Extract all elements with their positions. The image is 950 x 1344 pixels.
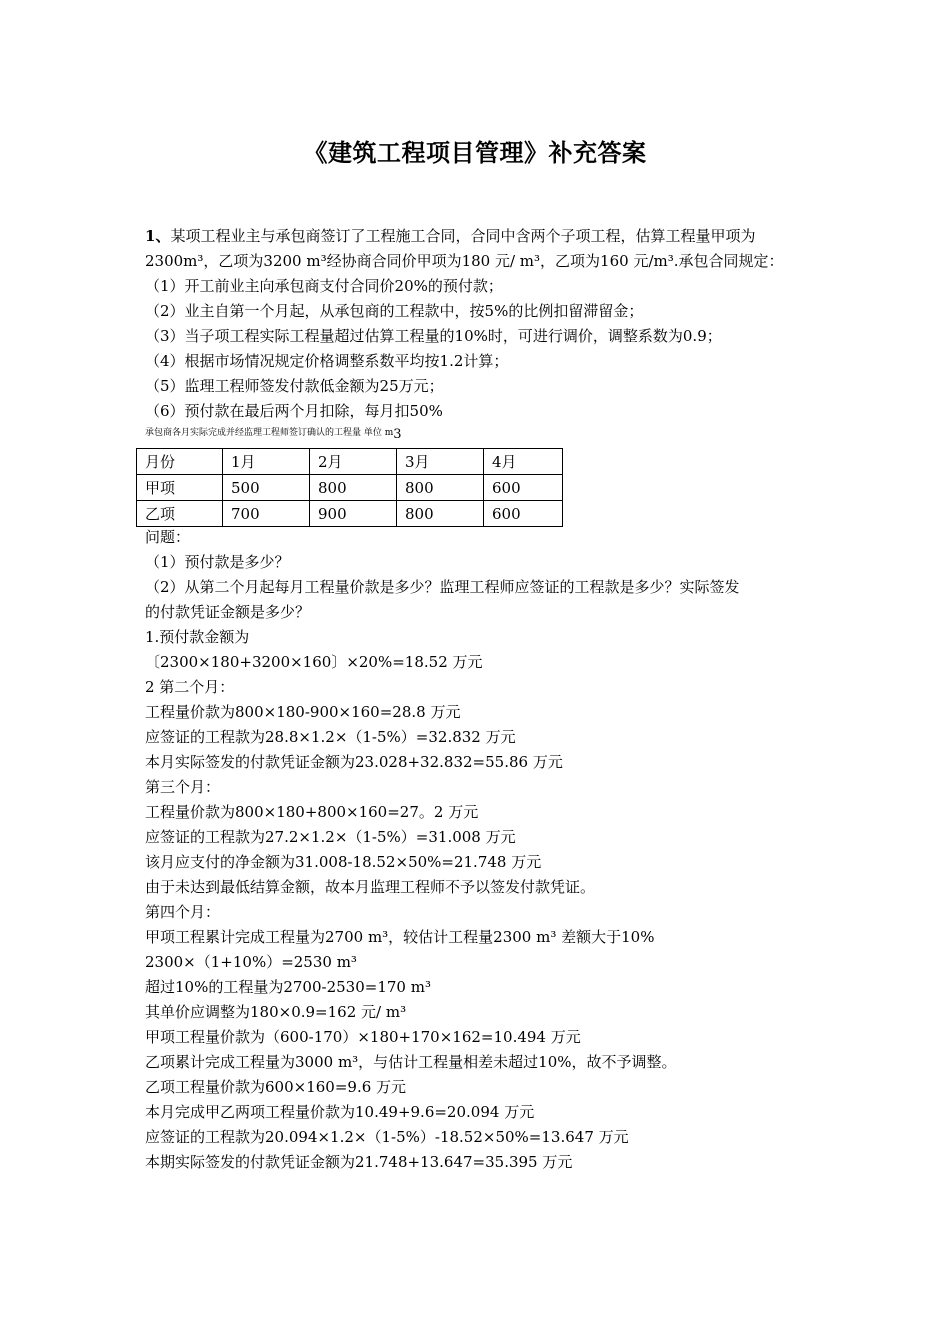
table-cell: 500 <box>223 475 310 501</box>
question-2-line2: 的付款凭证金额是多少？ <box>145 603 311 621</box>
answer-line: 应签证的工程款为20.094×1.2×（1-5%）-18.52×50%=13.647 万元 <box>145 1128 629 1146</box>
table-cell: 800 <box>397 501 484 527</box>
answer-line: 其单价应调整为180×0.9=162 元/ m³ <box>145 1003 407 1021</box>
table-cell: 700 <box>223 501 310 527</box>
table-cell: 甲项 <box>137 475 223 501</box>
answer-line: 工程量价款为800×180+800×160=27。2 万元 <box>145 803 479 821</box>
answer-line: 乙项工程量价款为600×160=9.6 万元 <box>145 1078 407 1096</box>
table-header-cell: 3月 <box>397 449 484 475</box>
table-caption-text: 承包商各月实际完成并经监理工程师签订确认的工程量 单位 m <box>145 428 394 438</box>
answer-line: 〔2300×180+3200×160〕×20%=18.52 万元 <box>145 653 483 671</box>
question-intro-line1 <box>145 226 755 246</box>
table-caption <box>145 426 402 442</box>
answer-line: 本期实际签发的付款凭证金额为21.748+13.647=35.395 万元 <box>145 1153 573 1171</box>
question-2-line1: （2）从第二个月起每月工程量价款是多少？监理工程师应签证的工程款是多少？实际签发 <box>145 578 740 596</box>
table-cell: 900 <box>310 501 397 527</box>
table-header-cell: 2月 <box>310 449 397 475</box>
questions-label: 问题： <box>145 528 191 546</box>
answer-line: 本月完成甲乙两项工程量价款为10.49+9.6=20.094 万元 <box>145 1103 535 1121</box>
answer-line: 本月实际签发的付款凭证金额为23.028+32.832=55.86 万元 <box>145 753 563 771</box>
table-cell: 600 <box>484 475 563 501</box>
rule-5: （5）监理工程师签发付款低金额为25万元； <box>145 377 444 395</box>
answer-line: 应签证的工程款为27.2×1.2×（1-5%）=31.008 万元 <box>145 828 516 846</box>
rule-4: （4）根据市场情况规定价格调整系数平均按1.2计算； <box>145 352 509 370</box>
question-intro-text1: 某项工程业主与承包商签订了工程施工合同，合同中含两个子项工程，估算工程量甲项为 <box>170 227 756 245</box>
answer-line: 应签证的工程款为28.8×1.2×（1-5%）=32.832 万元 <box>145 728 516 746</box>
answer-line: 工程量价款为800×180-900×160=28.8 万元 <box>145 703 461 721</box>
table-cell: 乙项 <box>137 501 223 527</box>
answer-line: 该月应支付的净金额为31.008-18.52×50%=21.748 万元 <box>145 853 542 871</box>
table-cell: 600 <box>484 501 563 527</box>
answer-line: 1.预付款金额为 <box>145 628 250 646</box>
table-cell: 800 <box>310 475 397 501</box>
rule-6: （6）预付款在最后两个月扣除，每月扣50% <box>145 402 443 420</box>
answer-line: 第四个月： <box>145 903 221 921</box>
rule-1: （1）开工前业主向承包商支付合同价20%的预付款； <box>145 277 503 295</box>
answer-line: 乙项累计完成工程量为3000 m³，与估计工程量相差未超过10%，故不予调整。 <box>145 1053 677 1071</box>
answer-line: 由于未达到最低结算金额，故本月监理工程师不予以签发付款凭证。 <box>145 878 596 896</box>
answer-line: 超过10%的工程量为2700-2530=170 m³ <box>145 978 431 996</box>
table-row <box>137 475 563 501</box>
rule-3: （3）当子项工程实际工程量超过估算工程量的10%时，可进行调价，调整系数为0.9； <box>145 327 722 345</box>
answer-line: 2 第二个月： <box>145 678 235 696</box>
answer-line: 甲项工程累计完成工程量为2700 m³，较估计工程量2300 m³ 差额大于10% <box>145 928 655 946</box>
question-intro-line2: 2300m³，乙项为3200 m³经协商合同价甲项为180 元/ m³，乙项为160 元/m³.承包合同规定： <box>145 252 784 270</box>
table-header-cell: 4月 <box>484 449 563 475</box>
answer-line: 第三个月： <box>145 778 221 796</box>
table-header-cell: 月份 <box>137 449 223 475</box>
table-caption-unit: 3 <box>393 427 402 442</box>
answer-line: 甲项工程量价款为（600-170）×180+170×162=10.494 万元 <box>145 1028 581 1046</box>
rule-2: （2）业主自第一个月起，从承包商的工程款中，按5%的比例扣留滞留金； <box>145 302 644 320</box>
answer-line: 2300×（1+10%）=2530 m³ <box>145 953 357 971</box>
quantity-table <box>136 448 563 527</box>
table-row <box>137 501 563 527</box>
page-title: 《建筑工程项目管理》补充答案 <box>303 139 647 167</box>
question-number: 1、 <box>145 227 171 245</box>
table-header-row <box>137 449 563 475</box>
table-cell: 800 <box>397 475 484 501</box>
question-1: （1）预付款是多少？ <box>145 553 290 571</box>
table-header-cell: 1月 <box>223 449 310 475</box>
